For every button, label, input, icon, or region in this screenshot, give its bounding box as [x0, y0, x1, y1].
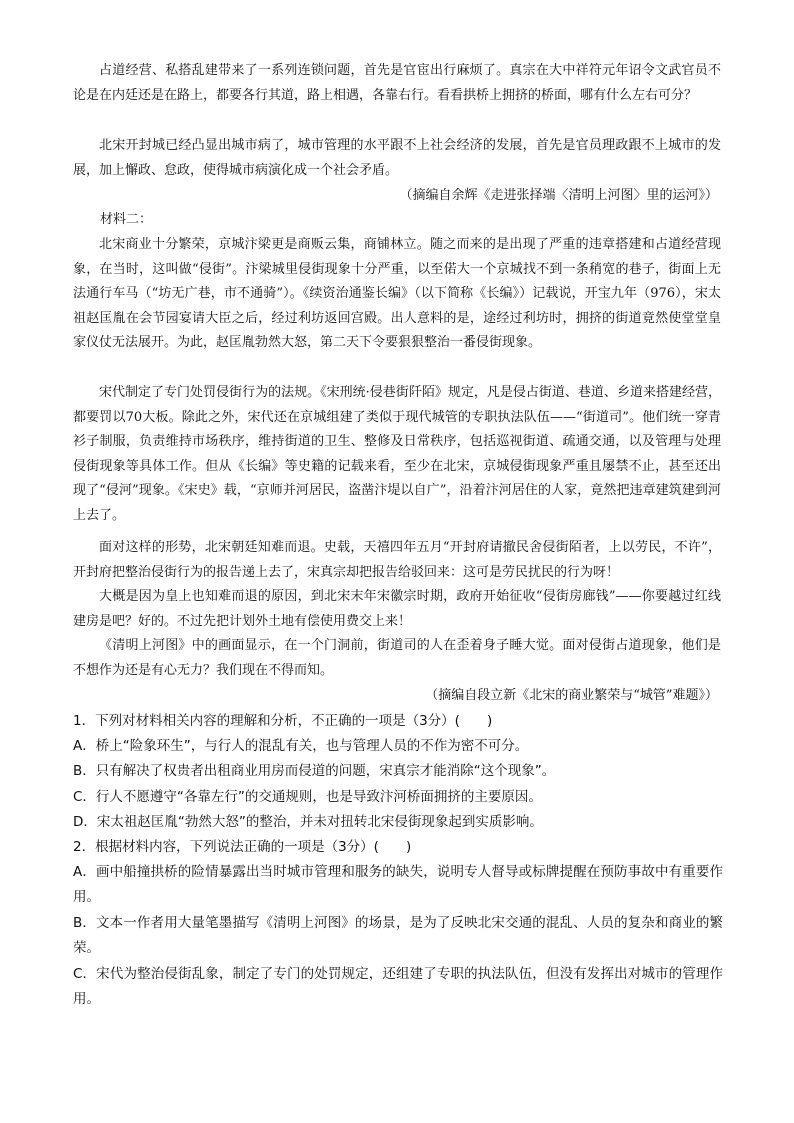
question-1-option-b: B．只有解决了权贵者出租商业用房而侵道的问题，宋真宗才能消除“这个现象”。	[73, 763, 556, 779]
question-2-stem: 2．根据材料内容，下列说法正确的一项是（3分）( )	[73, 839, 412, 855]
material1-source: （摘编自余辉《走进张择端〈清明上河图〉里的运河》）	[399, 188, 718, 203]
material1-paragraph-1: 占道经营、私搭乱建带来了一系列连锁问题，首先是官宦出行麻烦了。真宗在大中祥符元年诏令文武官员不论是在内廷还是在路上，都要各行其道，路上相遇，各靠右行。看看拱桥上拥挤的桥面，哪有什么左右可分？	[73, 63, 721, 103]
material1-paragraph-2: 北宋开封城已经凸显出城市病了，城市管理的水平跟不上社会经济的发展，首先是官员理政跟不上城市的发展，加上懈政、怠政，使得城市病演化成一个社会矛盾。	[73, 138, 721, 178]
question-2-option-b: B．文本一作者用大量笔墨描写《清明上河图》的场景，是为了反映北宋交通的混乱、人员的复杂和商业的繁荣。	[73, 915, 723, 957]
question-2-option-a: A．画中船撞拱桥的险情暴露出当时城市管理和服务的缺失，说明专人督导或标牌提醒在预防事故中有重要作用。	[73, 864, 723, 906]
material2-paragraph-3: 面对这样的形势，北宋朝廷知难而退。史载，天禧四年五月“开封府请撤民舍侵街陌者，上以劳民，不许”，开封府把整治侵街行为的报告递上去了，宋真宗却把报告给驳回来：这可是劳民扰民的行为呀！	[73, 540, 721, 580]
material2-heading: 材料二：	[100, 212, 153, 227]
question-1-stem: 1．下列对材料相关内容的理解和分析，不正确的一项是（3分）( )	[73, 713, 493, 729]
question-1-option-d: D．宋太祖赵匡胤“勃然大怒”的整治，并未对扭转北宋侵街现象起到实质影响。	[73, 814, 543, 830]
material2-paragraph-5: 《清明上河图》中的画面显示，在一个门洞前，街道司的人在歪着身子睡大觉。面对侵街占道现象，他们是不想作为还是有心无力？我们现在不得而知。	[73, 638, 721, 678]
question-1-option-c: C．行人不愿遵守“各靠左行”的交通规则，也是导致汴河桥面拥挤的主要原因。	[73, 789, 542, 805]
material2-paragraph-1: 北宋商业十分繁荣，京城汴梁更是商贩云集，商铺林立。随之而来的是出现了严重的违章搭建和占道经营现象，在当时，这叫做“侵街”。汴梁城里侵街现象十分严重，以至偌大一个京城找不到一条稍宽的巷子，街面上无法通行车马（“坊无广巷，市不通骑”）。《续资治通鉴长编》（以下简称《长编》）记载说，开宝九年（976），宋太祖赵匡胤在会节园宴请大臣之后，经过利坊返回宫殿。出人意料的是，途经过利坊时，拥挤的街道竟然使堂堂皇家仪仗无法展开。为此，赵匡胤勃然大怒，第二天下令要狠狠整治一番侵街现象。	[73, 237, 721, 351]
question-2-option-c: C．宋代为整治侵街乱象，制定了专门的处罚规定，还组建了专职的执法队伍，但没有发挥出对城市的管理作用。	[73, 966, 723, 1008]
material2-source: （摘编自段立新《北宋的商业繁荣与“城管”难题》）	[425, 688, 718, 703]
material2-paragraph-2: 宋代制定了专门处罚侵街行为的法规。《宋刑统·侵巷街阡陌》规定，凡是侵占街道、巷道、乡道来搭建经营，都要罚以70大板。除此之外，宋代还在京城组建了类似于现代城管的专职执法队伍——“街道司”。他们统一穿青衫子制服，负责维持市场秩序，维持街道的卫生、整修及日常秩序，包括巡视街道、疏通交通，以及管理与处理侵街现象等具体工作。但从《长编》等史籍的记载来看，至少在北宋，京城侵街现象严重且屡禁不止，甚至还出现了“侵河”现象。《宋史》载，“京师并河居民，盗凿汴堤以自广”，沿着汴河居住的人家，竟然把违章建筑建到河上去了。	[73, 385, 721, 523]
question-1-option-a: A．桥上“险象环生”，与行人的混乱有关，也与管理人员的不作为密不可分。	[73, 738, 529, 754]
material2-paragraph-4: 大概是因为皇上也知难而退的原因，到北宋末年宋徽宗时期，政府开始征收“侵街房廊钱”——你要越过红线建房是吧？好的。不过先把计划外土地有偿使用费交上来！	[73, 589, 721, 629]
